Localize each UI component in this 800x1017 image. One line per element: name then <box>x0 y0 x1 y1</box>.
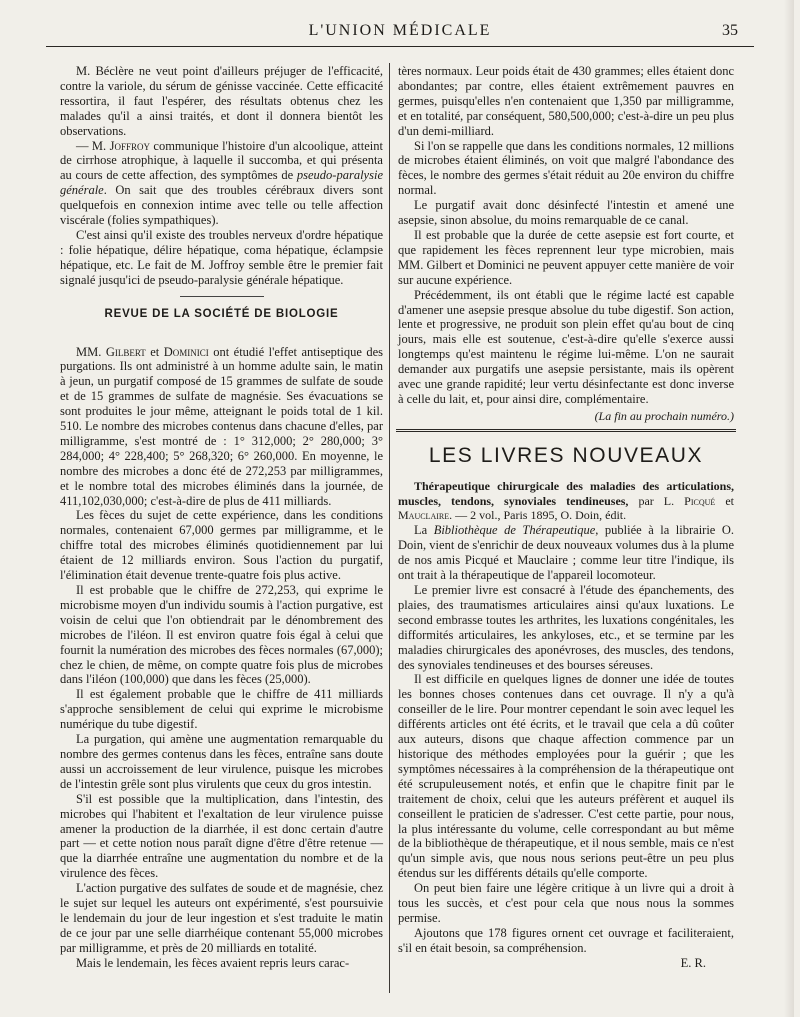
text: communique l'histoire d'un alcoolique, atteint de cirrhose atrophique, à laquelle il succomba, et qui présenta au cours de cette affection, des symptômes de <box>60 138 383 183</box>
paragraph-action-purgative: L'action purgative des sulfates de soude et de magnésie, chez le sujet sur lequel les auteurs ont expérimenté, s'est poursuivie le lendemain du jour de leur ingestion et s'est traduite le matin de ce jour par une selle diarrhéique contenant 55,000 microbes par milligramme, et près de 20 milliards en totalité. <box>60 881 383 955</box>
paragraph-gilbert-dominici <box>60 345 383 509</box>
paragraph-critique: On peut bien faire une légère critique à un livre qui a droit à tous les succès, et c'est pour cela que nous nous la sommes permise. <box>398 881 734 925</box>
paragraph-premier-livre: Le premier livre est consacré à l'étude des épanchements, des plaies, des traumatismes articulaires ainsi qu'aux luxations. Le second embrasse toutes les arthrites, les luxations congénitales, les difformités articulaires, les ankyloses, etc., et se termine par les maladies chirurgicales des aponévroses, des muscles, des tendons, des synoviales tendineuses et des bourses séreuses. <box>398 583 734 672</box>
running-head <box>46 20 754 44</box>
italic-term: pseudo-paralysie générale <box>60 168 383 198</box>
paragraph-probable-2: Il est également probable que le chiffre de 411 milliards s'approche sensiblement de celui qui exprime le microbisme numérique du tube digestif. <box>60 687 383 732</box>
continued-note: (La fin au prochain numéro.) <box>594 408 734 423</box>
section-separator <box>180 296 264 297</box>
author-name-dominici: Dominici <box>163 344 209 359</box>
paragraph-difficile: Il est difficile en quelques lignes de donner une idée de toutes les bonnes choses contenues dans cet ouvrage. Il n'y a qu'à conseiller de le lire. Pour montrer cependant le soin avec lequel les différents articles ont été écrits, et le travail que cela a dû coûter aux auteurs, disons que chaque affection commence par un historique des méthodes employées pour la guérir ; que les symptômes nécessaires à la compréhension de la thérapeutique ont été scrupuleusement notés, et enfin que le chapitre finit par le traitement de choix, celui que les auteurs préfèrent et auquel ils conseillent le praticien de s'adresser. C'est cette partie, pour nous, la plus intéressante du volume, celle correspondant au but même de la bibliothèque de thérapeutique, et il nous semble, mais ce n'est qu'un simple avis, que nous nous serions peut-être un peu plus étendus sur les différents détails qu'elle comporte. <box>398 672 734 881</box>
text: , publiée à la librairie O. Doin, vient de s'enrichir de deux nouveaux volumes dus à la plume de nos amis Picqué et Mauclaire ; comme leur titre l'indique, ils ont trait à la thérapeutique de l'appareil locomoteur. <box>398 523 735 583</box>
author-name-joffroy: Joffroy <box>109 138 150 153</box>
signature: E. R. <box>680 955 706 970</box>
page-edge-shadow <box>784 0 794 1017</box>
column-divider <box>389 63 390 993</box>
paragraph-rappelle: Si l'on se rappelle que dans les conditions normales, 12 millions de microbes étaient éliminés, on voit que malgré l'abondance des fèces, le nombre des germes s'était réduit au 20e environ du chiffre normal. <box>398 138 734 198</box>
paragraph-feces: Les fèces du sujet de cette expérience, dans les conditions normales, contenaient 67,000 germes par milligramme, et le chiffre total des microbes éliminés quotidiennement par lui étaient de 12 milliards environ. Sous l'action du purgatif, l'élimination était devenue trente-quatre fois plus active. <box>60 508 383 583</box>
paragraph-continuation: tères normaux. Leur poids était de 430 grammes; elles étaient donc abondantes; par contre, elles étaient extrêmement pauvres en germes, puisqu'elles n'en contenaient que 1,350 par milligramme, et en totalité, par conséquent, 580,500,000; c'est-à-dire un peu plus d'un demi-milliard. <box>398 64 734 138</box>
text: — M. <box>76 138 110 153</box>
text: . On sait que des troubles cérébraux divers sont quelquefois en connexion intime avec telle ou telle affection viscérale (folies sympathiques). <box>60 183 383 228</box>
paragraph-joffroy <box>60 139 383 228</box>
author-name-picque: Picqué <box>684 493 716 508</box>
paragraph-lendemain: Mais le lendemain, les fèces avaient repris leurs carac- <box>76 955 350 970</box>
text: et <box>715 493 734 508</box>
paragraph-probable-1: Il est probable que le chiffre de 272,253, qui exprime le microbisme moyen d'un individu soumis à l'action purgative, est voisin de celui que l'on obtiendrait par le dénombrement des microbes de l'iléon. Il est environ quatre fois égal à celui que fournit la numération des microbes des fèces normales (67,000); chez le chien, de même, on compte quatre fois plus de microbes dans l'iléon (100,000) que dans les fèces (25,000). <box>60 583 383 687</box>
paragraph-figures: Ajoutons que 178 figures ornent cet ouvrage et faciliteraient, s'il en était besoin, sa compréhension. <box>398 925 734 955</box>
right-column <box>398 64 734 971</box>
paragraph-regime-lacte: Précédemment, ils ont établi que le régime lacté est capable d'amener une asepsie presque absolue du tube digestif. Son action, lente et progressive, ne produit son plein effet qu'au bout de cinq jours, mais elle est soutenue, c'est-à-dire qu'elle s'exerce aussi longtemps qu'est maintenu le régime lui-même. L'on ne saurait demander aux purgatifs une asepsie persistante, mais ils opèrent avec une grande rapidité; leur vertu désinfectante est donc inverse à celle du lait, et, pour ainsi dire, complémentaire. <box>398 287 734 406</box>
paragraph-duree: Il est probable que la durée de cette asepsie est fort courte, et que rapidement les fèces reprennent leur type microbien, mais MM. Gilbert et Dominici ne peuvent appuyer cette manière de voir sur aucune expérience. <box>398 227 734 287</box>
text: par L. <box>628 493 685 508</box>
paragraph-beclere: M. Béclère ne veut point d'ailleurs préjuger de l'efficacité, contre la variole, du sérum de génisse vaccinée. Cette efficacité ressortira, il faut l'espérer, des résultats obtenus chez les malades qu'il a ainsi traités, et dont il donnera bientôt les observations. <box>60 64 383 138</box>
paragraph-hepatique: C'est ainsi qu'il existe des troubles nerveux d'ordre hépatique : folie hépatique, délire hépatique, coma hépatique, éclampsie hépatique, etc. Le fait de M. Joffroy semble être le premier fait signalé jusqu'ici de pseudo-paralysie générale hépatique. <box>60 227 383 287</box>
section-title-biologie: REVUE DE LA SOCIÉTÉ DE BIOLOGIE <box>104 307 339 320</box>
text: La <box>414 523 434 538</box>
journal-title: L'UNION MÉDICALE <box>308 22 492 39</box>
header-rule <box>46 46 754 47</box>
paragraph-multiplication: S'il est possible que la multiplication, dans l'intestin, des microbes qui l'habitent et l'exaltation de leur virulence puisse amener la production de la diarrhée, il est donc certain d'autre part — et cette notion nous paraît digne d'être d'être retenue — que la diarrhée entraîne une augmentation du nombre et de la virulence des fèces. <box>60 791 383 881</box>
italic-title: Bibliothèque de Thérapeutique <box>433 523 596 538</box>
left-column <box>60 64 383 971</box>
double-rule <box>396 429 736 432</box>
paragraph-bibliotheque <box>398 523 734 583</box>
page-number: 35 <box>722 22 738 39</box>
paragraph-desinfecte: Le purgatif avait donc désinfecté l'intestin et amené une asepsie, sinon absolue, du moins remarquable de ce canal. <box>398 198 734 228</box>
text: MM. <box>76 344 106 359</box>
text: ont étudié l'effet antiseptique des purgations. Ils ont administré à un homme adulte sain, le matin à jeun, un purgatif composé de 15 grammes de sulfate de soude et de 15 grammes de sulfate de magnésie. Ses évacuations se sont produites le jour même, atteignant le poids total de 1 kil. 510. Le nombre des microbes contenus dans chacune d'elles, par milligramme, s'est montré de : 1° 312,000; 2° 280,000; 3° 284,000; 4° 228,400; 5° 268,320; 6° 260,000. En moyenne, le nombre des microbes a donc été de 272,253 par milligrammes, et le nombre total des microbes éliminés dans la journée, de 411,102,030,000; c'est-à-dire de plus de 411 milliards. <box>60 344 383 508</box>
books-section-title: LES LIVRES NOUVEAUX <box>428 443 704 467</box>
author-name-gilbert: Gilbert <box>105 344 146 359</box>
book-reference <box>398 479 734 524</box>
author-name-mauclaire: Mauclaire <box>398 508 450 523</box>
book-title: Thérapeutique chirurgicale des maladies des articulations, muscles, tendons, synoviales tendineuses, <box>398 478 734 508</box>
text: . — 2 vol., Paris 1895, O. Doin, édit. <box>449 508 627 523</box>
text: et <box>145 344 164 359</box>
paragraph-purgation: La purgation, qui amène une augmentation remarquable du nombre des germes contenus dans les fèces, entraîne sans doute aussi un accroissement de leur virulence, puisque les microbes de l'intestin grêle sont plus virulents que ceux du gros intestin. <box>60 732 383 791</box>
